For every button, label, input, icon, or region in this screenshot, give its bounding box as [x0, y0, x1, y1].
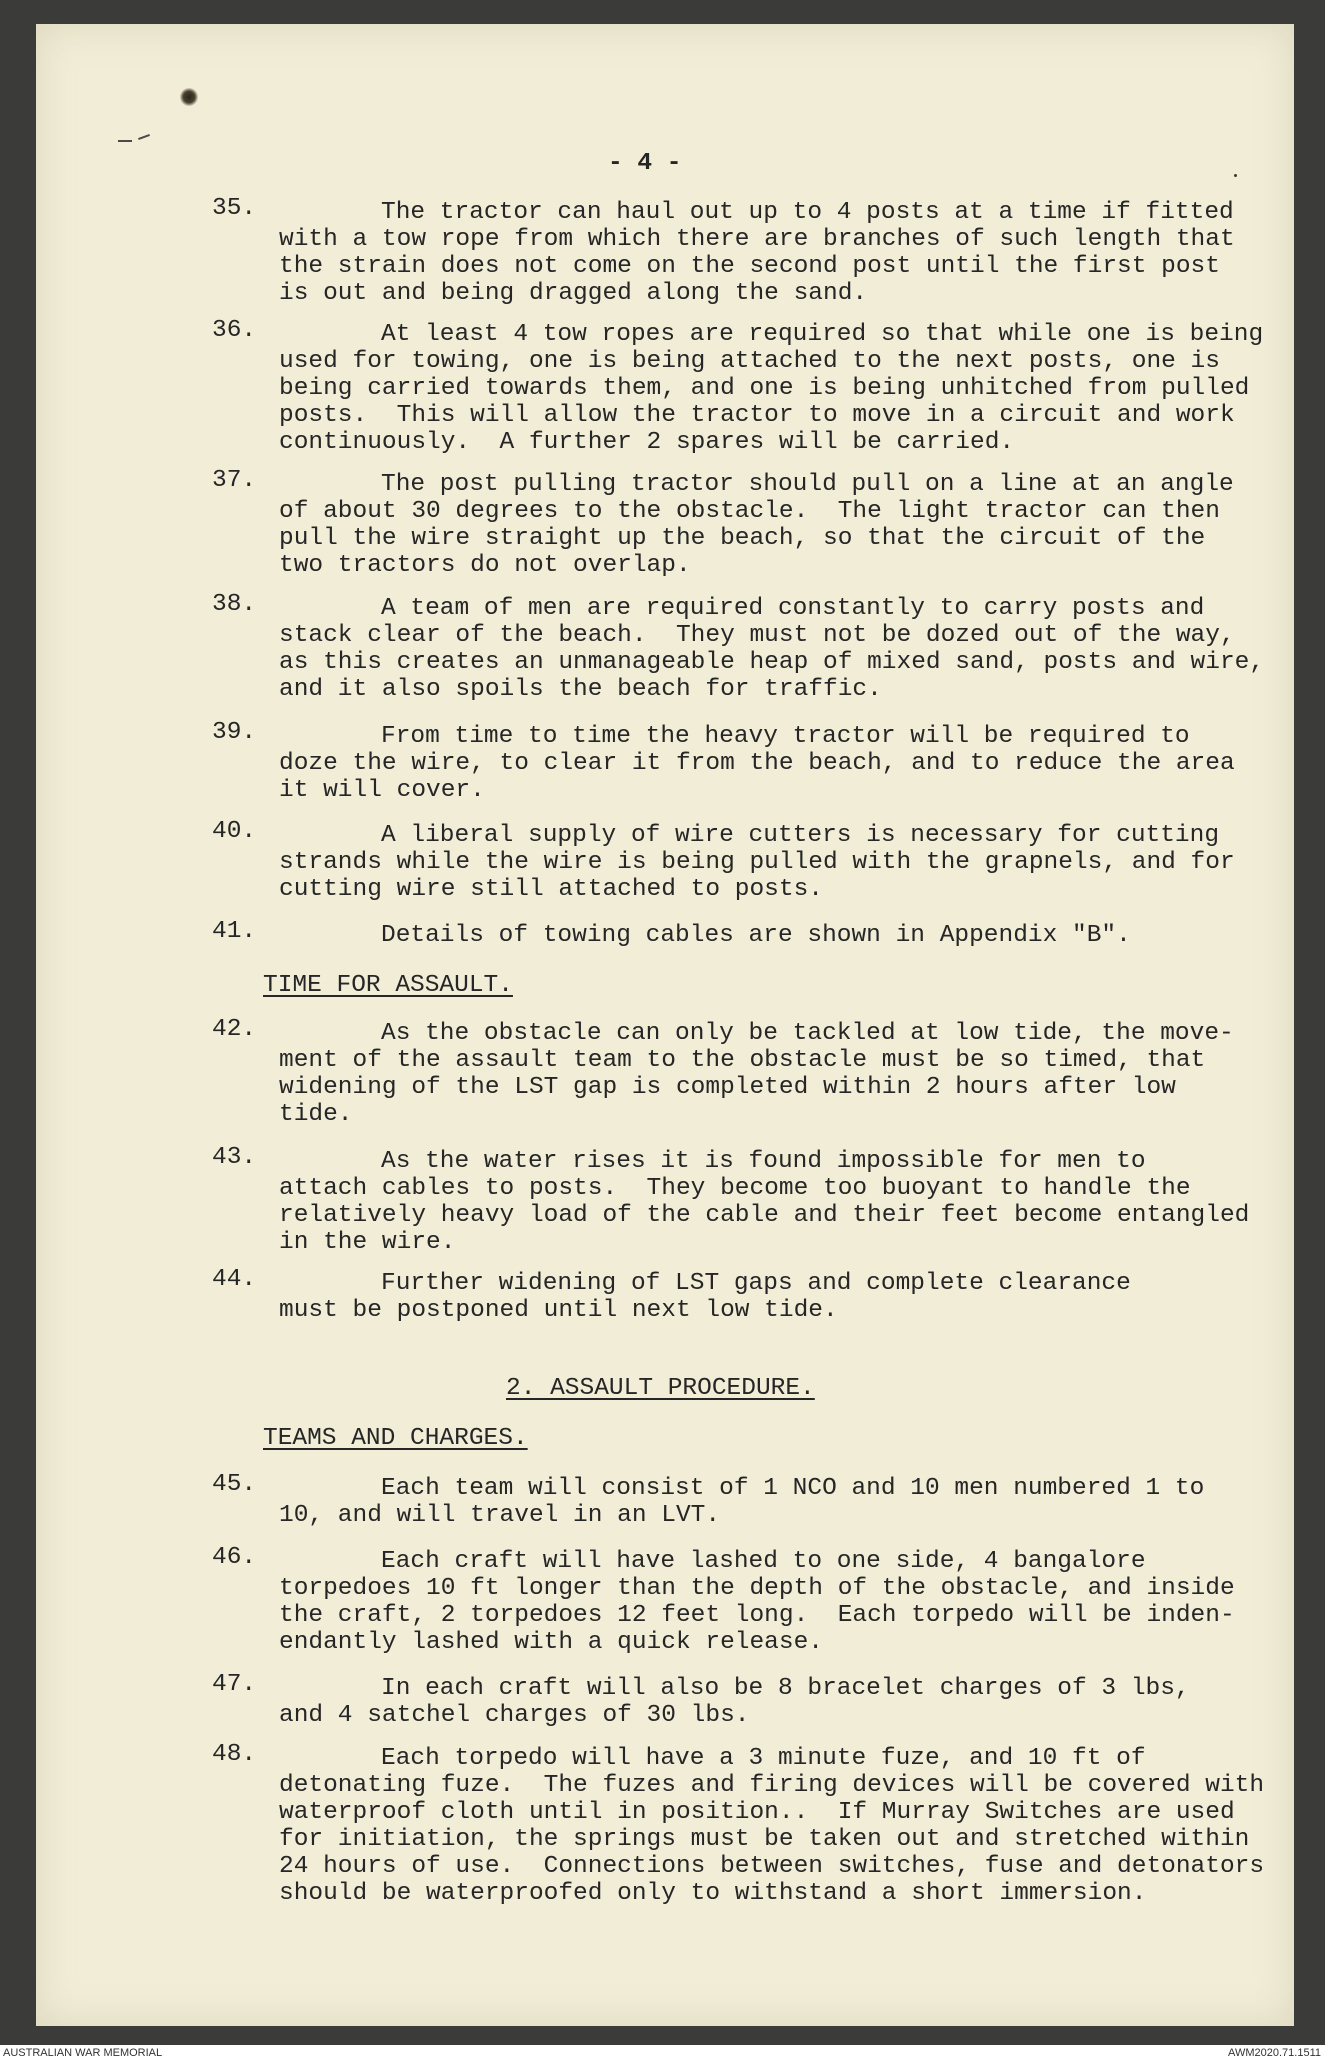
- archive-footer: [0, 2045, 1325, 2061]
- paragraph-number: 36.: [212, 317, 257, 344]
- paragraph-number: 42.: [212, 1016, 257, 1043]
- paragraph-text: In each craft will also be 8 bracelet charges of 3 lbs, and 4 satchel charges of 30 lbs.: [279, 1675, 1190, 1729]
- paragraph-number: 37.: [212, 467, 257, 494]
- paragraph-text: Details of towing cables are shown in Appendix "B".: [381, 922, 1131, 949]
- paragraph-text: Further widening of LST gaps and complete clearance must be postponed until next low tide.: [279, 1270, 1131, 1324]
- page-number: - 4 -: [608, 150, 682, 177]
- paragraph-text: As the obstacle can only be tackled at low tide, the move- ment of the assault team to the obstacle must be so timed, that widening of the LST gap is completed within 2 hours after low tide.: [279, 1020, 1234, 1128]
- paragraph-number: 39.: [212, 719, 257, 746]
- archive-name: AUSTRALIAN WAR MEMORIAL: [3, 2047, 163, 2059]
- paragraph-number: 44.: [212, 1266, 257, 1293]
- paragraph-number: 40.: [212, 818, 257, 845]
- paragraph-number: 41.: [212, 918, 257, 945]
- paragraph-text: The post pulling tractor should pull on a line at an angle of about 30 degrees to the obstacle. The light tractor can then pull the wire straight up the beach, so that the circuit of the two tractors do not overlap.: [279, 471, 1234, 579]
- paragraph-text: As the water rises it is found impossible for men to attach cables to posts. They become too buoyant to handle the relatively heavy load of the cable and their feet become entangled in the wire.: [279, 1148, 1250, 1256]
- paragraph-text: A liberal supply of wire cutters is necessary for cutting strands while the wire is being pulled with the grapnels, and for cutting wire still attached to posts.: [279, 822, 1235, 903]
- paragraph-text: The tractor can haul out up to 4 posts at a time if fitted with a tow rope from which there are branches of such length that the strain does not come on the second post until the first post is out and being dragged along the sand.: [279, 199, 1235, 307]
- paragraph-number: 47.: [212, 1671, 257, 1698]
- heading-time-for-assault: TIME FOR ASSAULT.: [263, 972, 513, 999]
- paragraph-text: A team of men are required constantly to carry posts and stack clear of the beach. They must not be dozed out of the way, as this creates an unmanageable heap of mixed sand, posts and wire, and it also spoils the beach for traffic.: [279, 595, 1265, 703]
- archive-reference: AWM2020.71.1511: [1228, 2047, 1321, 2059]
- ink-speck: [1234, 174, 1237, 177]
- paragraph-number: 43.: [212, 1144, 257, 1171]
- paragraph-number: 45.: [212, 1471, 257, 1498]
- heading-assault-procedure: 2. ASSAULT PROCEDURE.: [506, 1375, 815, 1402]
- ink-smudge: [180, 88, 198, 106]
- paragraph-text: At least 4 tow ropes are required so that while one is being used for towing, one is being attached to the next posts, one is being carried towards them, and one is being unhitched from pulled posts. This will allow the tractor to move in a circuit and work continuously. A further 2 spares will be carried.: [279, 321, 1264, 456]
- paragraph-text: Each craft will have lashed to one side, 4 bangalore torpedoes 10 ft longer than the depth of the obstacle, and inside the craft, 2 torpedoes 12 feet long. Each torpedo will be inden- endantly lashed with a quick release.: [279, 1548, 1235, 1656]
- paragraph-number: 48.: [212, 1741, 257, 1768]
- pencil-mark: [118, 140, 132, 142]
- heading-teams-and-charges: TEAMS AND CHARGES.: [263, 1425, 528, 1452]
- paragraph-number: 38.: [212, 591, 257, 618]
- paragraph-text: Each torpedo will have a 3 minute fuze, and 10 ft of detonating fuze. The fuzes and firing devices will be covered with waterproof cloth until in position.. If Murray Switches are used for initiation, the springs must be taken out and stretched within 24 hours of use. Connections between switches, fuse and detonators should be waterproofed only to withstand a short immersion.: [279, 1745, 1265, 1907]
- paragraph-text: Each team will consist of 1 NCO and 10 men numbered 1 to 10, and will travel in an LVT.: [279, 1475, 1205, 1529]
- paragraph-number: 35.: [212, 195, 257, 222]
- paragraph-text: From time to time the heavy tractor will be required to doze the wire, to clear it from the beach, and to reduce the area it will cover.: [279, 723, 1235, 804]
- paragraph-number: 46.: [212, 1544, 257, 1571]
